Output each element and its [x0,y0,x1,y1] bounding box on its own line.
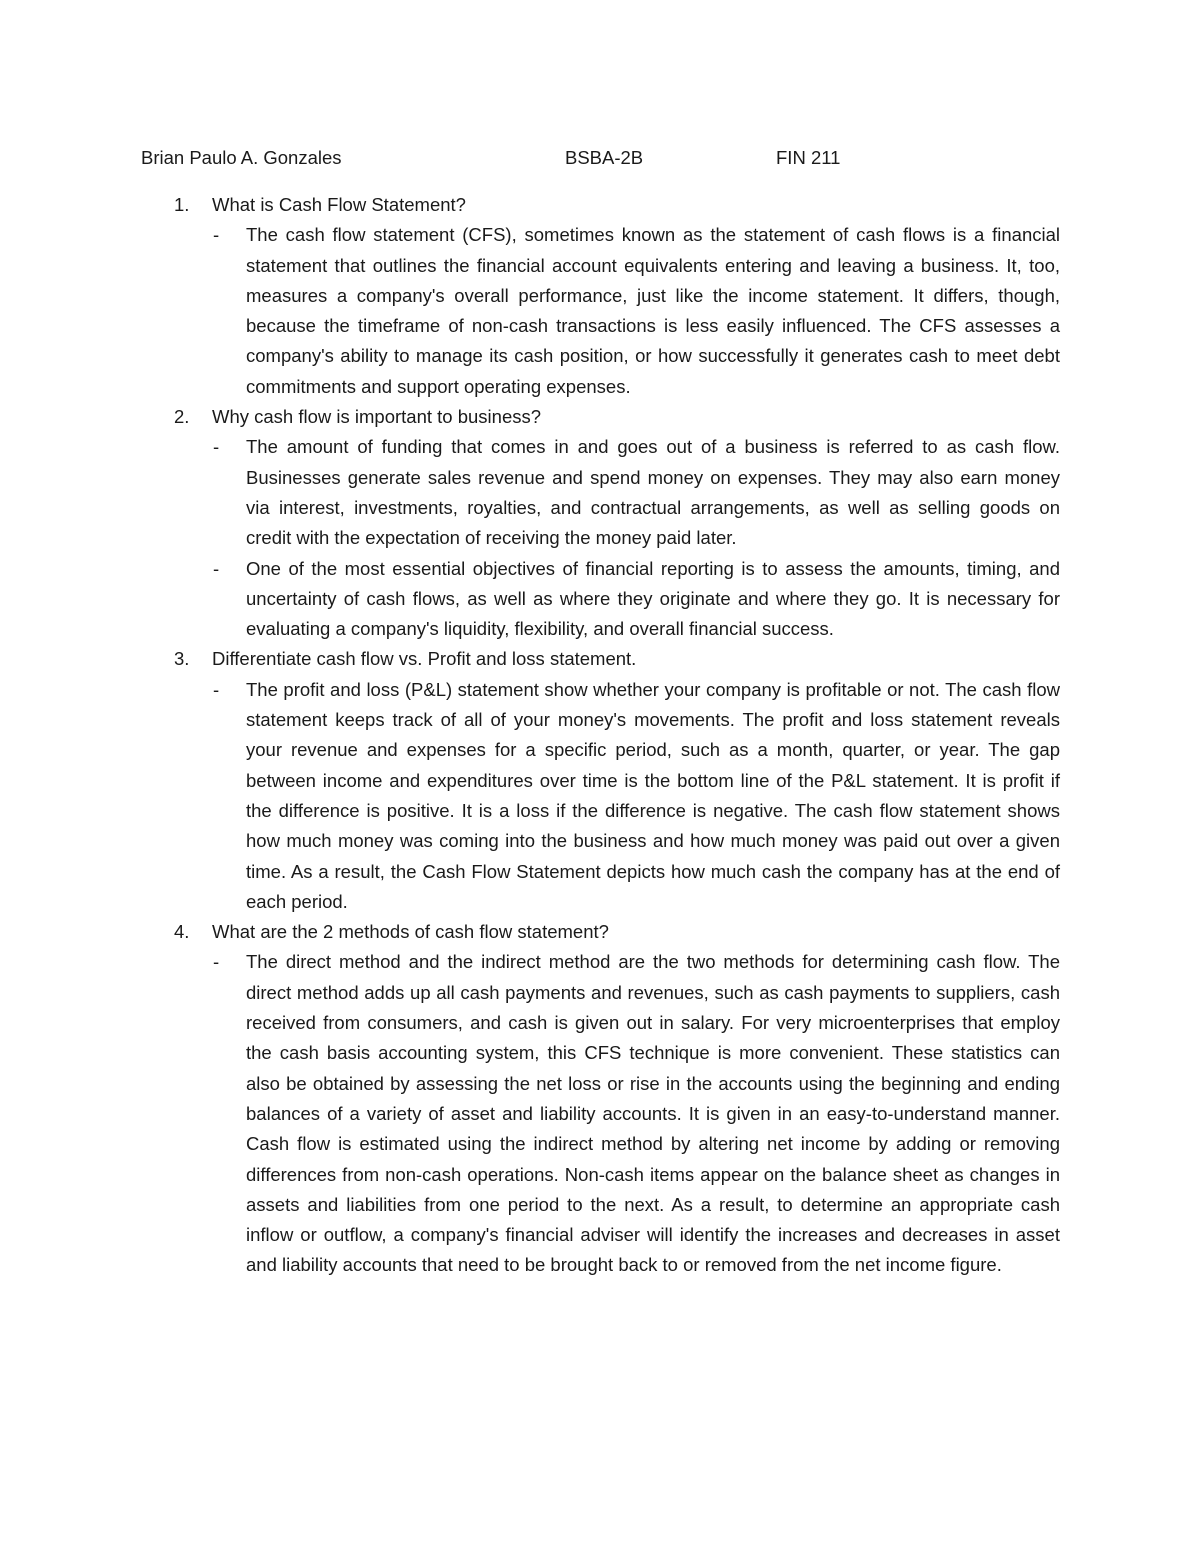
answer-text: The amount of funding that comes in and goes out of a business is referred to as cash flow. Businesses generate sales revenue and spend money on expenses. They may also earn money via interest, investments, royalties, and contractual arrangements, as well as selling goods on credit with the expectation of receiving the money paid later. [246,436,1060,549]
answer-list [141,220,1060,402]
dash-bullet: - [213,224,220,246]
student-section: BSBA-2B [565,147,644,168]
dash-bullet: - [213,678,220,700]
dash-bullet: - [213,951,220,973]
question-heading [141,190,1060,220]
question-heading [141,917,1060,947]
question-item [141,917,1060,1281]
document-header [141,143,1061,173]
question-text: What is Cash Flow Statement? [212,194,466,215]
question-item [141,190,1060,402]
answer-paragraph [141,675,1060,917]
question-number: 3. [174,648,190,670]
answer-text: The cash flow statement (CFS), sometimes known as the statement of cash flows is a financial statement that outlines the financial account equivalents entering and leaving a business. It, too, measures a company's overall performance, just like the income statement. It differs, though, because the timeframe of non-cash transactions is less easily influenced. The CFS assesses a company's ability to manage its cash position, or how successfully it generates cash to meet debt commitments and support operating expenses. [246,224,1060,397]
answer-paragraph [141,947,1060,1280]
question-item [141,402,1060,644]
answer-list [141,432,1060,644]
question-heading [141,644,1060,674]
question-number: 1. [174,194,190,215]
question-text: What are the 2 methods of cash flow statement? [212,921,609,943]
question-list [141,190,1060,1281]
question-heading [141,402,1060,432]
question-text: Differentiate cash flow vs. Profit and loss statement. [212,648,637,670]
question-item [141,644,1060,917]
answer-paragraph [141,220,1060,402]
question-number: 4. [174,921,190,943]
answer-list [141,947,1060,1280]
course-code: FIN 211 [776,147,841,168]
answer-paragraph [141,554,1060,645]
answer-list [141,675,1060,917]
answer-text: The direct method and the indirect method are the two methods for determining cash flow. The direct method adds up all cash payments and revenues, such as cash payments to suppliers, cash received from consumers, and cash is given out in salary. For very microenterprises that employ the cash basis accounting system, this CFS technique is more convenient. These statistics can also be obtained by assessing the net loss or rise in the accounts using the beginning and ending balances of a variety of asset and liability accounts. It is given in an easy-to-understand manner. Cash flow is estimated using the indirect method by altering net income by adding or removing differences from non-cash operations. Non-cash items appear on the balance sheet as changes in assets and liabilities from one period to the next. As a result, to determine an appropriate cash inflow or outflow, a company's financial adviser will identify the increases and decreases in asset and liability accounts that need to be brought back to or removed from the net income figure. [246,951,1060,1276]
answer-text: One of the most essential objectives of financial reporting is to assess the amounts, timing, and uncertainty of cash flows, as well as where they originate and where they go. It is necessary for evaluating a company's liquidity, flexibility, and overall financial success. [246,557,1060,640]
dash-bullet: - [213,557,220,579]
question-number: 2. [174,406,190,428]
answer-paragraph [141,432,1060,553]
question-text: Why cash flow is important to business? [212,406,542,428]
student-name: Brian Paulo A. Gonzales [141,147,342,168]
answer-text: The profit and loss (P&L) statement show whether your company is profitable or not. The cash flow statement keeps track of all of your money's movements. The profit and loss statement reveals your revenue and expenses for a specific period, such as a month, quarter, or year. The gap between income and expenditures over time is the bottom line of the P&L statement. It is profit if the difference is positive. It is a loss if the difference is negative. The cash flow statement shows how much money was coming into the business and how much money was paid out over a given time. As a result, the Cash Flow Statement depicts how much cash the company has at the end of each period. [246,678,1060,912]
dash-bullet: - [213,436,220,458]
